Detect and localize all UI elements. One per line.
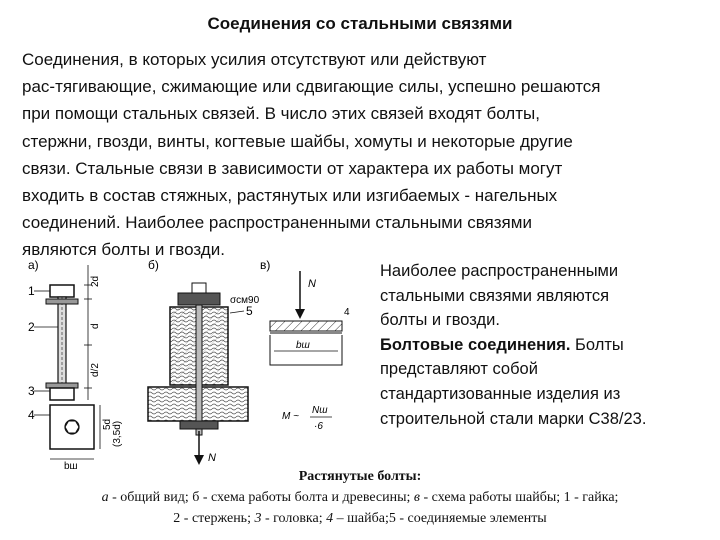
side-line: строительной стали марки С38/23. bbox=[380, 409, 647, 428]
side-line: стальными связями являются bbox=[380, 286, 610, 305]
caption-title: Растянутые болты: bbox=[298, 469, 422, 484]
dim-2d: 2d bbox=[90, 275, 101, 287]
washer-plan-shape bbox=[50, 405, 94, 449]
caption-text: – шайба;5 - соединяемые элементы bbox=[333, 511, 547, 526]
intro-line: Соединения, в которых усилия отсутствуют или действуют bbox=[22, 50, 487, 69]
intro-line: являются болты и гвозди. bbox=[22, 240, 225, 260]
caption-key: 4 bbox=[326, 511, 334, 526]
caption-line-1 bbox=[0, 487, 720, 508]
intro-paragraph bbox=[22, 46, 710, 264]
washer-top-shape bbox=[46, 299, 78, 304]
after-bold: Болты bbox=[570, 335, 624, 354]
side-line: Наиболее распространенными bbox=[380, 262, 619, 280]
caption-text: - общий вид; б - схема работы болта и древесины; bbox=[108, 490, 414, 505]
side-line: представляют собой bbox=[380, 360, 538, 379]
marker-3: 3 bbox=[28, 384, 35, 398]
caption-key: 3 bbox=[254, 511, 262, 526]
intro-line: рас-тягивающие, сжимающие или сдвигающие силы, успешно решаются bbox=[22, 77, 601, 97]
label-a: а) bbox=[28, 258, 39, 272]
bsh-label: bш bbox=[296, 340, 310, 351]
bolt-head-shape bbox=[50, 388, 74, 400]
m-label: M ~ bbox=[282, 411, 299, 422]
marker-4c: 4 bbox=[344, 307, 350, 318]
caption-text: 2 - стержень; bbox=[173, 511, 255, 526]
caption-text: - головка; bbox=[261, 511, 327, 526]
caption-key: в bbox=[413, 490, 420, 505]
side-line: стандартизованные изделия из bbox=[380, 384, 621, 403]
bolt-drawing bbox=[20, 255, 360, 470]
sigma-label: σсм90 bbox=[230, 295, 260, 306]
figure-caption bbox=[0, 466, 720, 529]
dim-d: d bbox=[90, 323, 101, 329]
bold-heading: Болтовые соединения. bbox=[380, 335, 571, 354]
dim-35d: (3,5d) bbox=[112, 420, 123, 447]
dim-5d: 5d bbox=[102, 418, 113, 430]
intro-line: входить в состав стяжных, растянутых или изгибаемых - нагельных bbox=[22, 186, 558, 206]
marker-2: 2 bbox=[28, 320, 35, 334]
intro-line: связи. Стальные связи в зависимости от характера их работы могут bbox=[22, 158, 563, 178]
side-line-bold bbox=[380, 333, 710, 358]
side-text bbox=[380, 259, 710, 431]
force-n-top: N bbox=[308, 278, 316, 290]
intro-line: соединений. Наиболее распространенными стальными связями bbox=[22, 213, 532, 233]
page-title: Соединения со стальными связями bbox=[207, 14, 513, 33]
bolt-figure bbox=[20, 255, 360, 470]
label-c: в) bbox=[260, 258, 271, 272]
intro-line: при помощи стальных связей. В число этих связей входят болты, bbox=[22, 104, 540, 124]
caption-line-2 bbox=[0, 508, 720, 529]
marker-5: 5 bbox=[246, 304, 253, 318]
marker-4: 4 bbox=[28, 408, 35, 422]
intro-line: стержни, гвозди, винты, когтевые шайбы, хомуты и некоторые другие bbox=[22, 131, 573, 151]
caption-key: а bbox=[101, 490, 109, 505]
dim-d2: d/2 bbox=[90, 363, 101, 377]
m-den: ·6 bbox=[314, 421, 323, 432]
side-line: болты и гвозди. bbox=[380, 311, 500, 330]
caption-text: - схема работы шайбы; 1 - гайка; bbox=[420, 490, 619, 505]
label-b: б) bbox=[148, 258, 159, 272]
marker-1: 1 bbox=[28, 284, 35, 298]
nut-shape bbox=[50, 285, 74, 297]
m-num: Nш bbox=[312, 405, 328, 416]
dim-bsh: bш bbox=[64, 461, 78, 470]
force-n-bottom: N bbox=[208, 452, 216, 464]
